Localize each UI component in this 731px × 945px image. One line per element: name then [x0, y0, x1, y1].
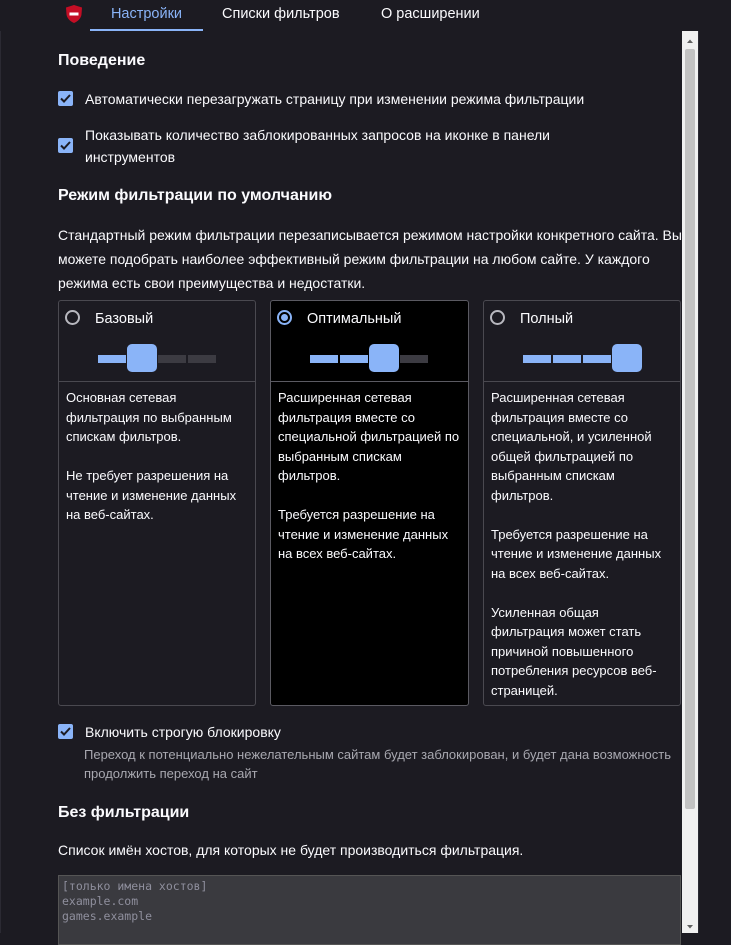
no-filtering-description: Список имён хостов, для которых не будет производиться фильтрация. [58, 842, 524, 858]
slider-knob[interactable] [127, 344, 157, 372]
mode-description-paragraph: Усиленная общая фильтрация может стать причиной повышенного потребления ресурсов веб-страницей. [491, 604, 657, 698]
checkmark-icon [59, 139, 72, 152]
show-count-label-line2: инструментов [85, 149, 176, 165]
slider-segment [553, 355, 581, 363]
scrollbar-thumb[interactable] [685, 49, 695, 809]
strict-blocking-label: Включить строгую блокировку [85, 724, 281, 740]
mode-description-paragraph: Расширенная сетевая фильтрация вместе со специальной фильтрацией по выбранным спискам фильтров. [278, 390, 460, 483]
mode-description-paragraph: Требуется разрешение на чтение и изменение данных на всех веб-сайтах. [491, 526, 662, 581]
slider-segment [523, 355, 551, 363]
mode-radio-basic[interactable] [65, 310, 80, 325]
mode-description-paragraph: Требуется разрешение на чтение и изменение данных на всех веб-сайтах. [278, 507, 449, 561]
strict-blocking-description: Переход к потенциально нежелательным сайтам будет заблокирован, и будет дана возможность продолжить переход на сайт [84, 747, 672, 781]
slider-segment [310, 355, 338, 363]
mode-title: Оптимальный [307, 311, 402, 327]
frame-border-left [0, 31, 1, 933]
tab-filter-lists[interactable]: Списки фильтров [222, 6, 340, 22]
arrow-down-icon[interactable] [682, 921, 698, 933]
checkmark-icon [59, 92, 72, 105]
ublock-shield-icon [66, 5, 82, 23]
mode-level-slider[interactable] [96, 343, 218, 373]
default-mode-description: Стандартный режим фильтрации перезаписывается режимом настройки конкретного сайта. Вы можете подобрать наиболее эффективный режим фильтрации на любом сайте. У каждого режима есть свои преимущества и недостатки. [58, 227, 682, 291]
slider-segment [188, 355, 216, 363]
section-title-no-filtering: Без фильтрации [58, 804, 190, 821]
slider-segment [583, 355, 611, 363]
tab-about[interactable]: О расширении [381, 6, 480, 22]
show-count-label-line1: Показывать количество заблокированных запросов на иконке в панели [85, 127, 551, 143]
slider-segment [400, 355, 428, 363]
frame-border-right [698, 31, 699, 933]
auto-reload-label: Автоматически перезагружать страницу при изменении режима фильтрации [85, 91, 585, 107]
mode-description-paragraph: Расширенная сетевая фильтрация вместе со специальной, и усиленной общей фильтрацией по выбранным спискам фильтров. [491, 390, 652, 503]
mode-card-header [59, 301, 255, 382]
mode-card-header [484, 301, 680, 382]
checkmark-icon [59, 725, 72, 738]
mode-level-slider[interactable] [521, 343, 643, 373]
auto-reload-checkbox[interactable] [58, 91, 73, 106]
mode-title: Базовый [95, 311, 154, 327]
mode-card-basic[interactable] [58, 300, 256, 706]
mode-level-slider[interactable] [308, 343, 430, 373]
page-scrollbar[interactable] [682, 31, 698, 933]
tab-settings[interactable]: Настройки [90, 0, 203, 31]
mode-description [66, 388, 250, 544]
tab-bar [0, 0, 731, 31]
trusted-sites-textarea[interactable] [58, 875, 681, 945]
mode-card-optimal[interactable] [270, 300, 469, 706]
show-count-checkbox[interactable] [58, 138, 73, 153]
mode-radio-optimal[interactable] [277, 310, 292, 325]
mode-title: Полный [520, 311, 574, 327]
slider-knob[interactable] [612, 344, 642, 372]
mode-card-complete[interactable] [483, 300, 681, 706]
slider-segment [340, 355, 368, 363]
arrow-up-icon[interactable] [682, 35, 698, 47]
section-title-behavior: Поведение [58, 52, 146, 69]
mode-card-header [271, 301, 468, 382]
mode-description-paragraph: Не требует разрешения на чтение и изменение данных на веб-сайтах. [66, 468, 237, 522]
mode-description-paragraph: Основная сетевая фильтрация по выбранным спискам фильтров. [66, 390, 232, 444]
slider-knob[interactable] [369, 344, 399, 372]
section-title-default-mode: Режим фильтрации по умолчанию [58, 187, 332, 204]
mode-radio-complete[interactable] [490, 310, 505, 325]
slider-segment [98, 355, 126, 363]
slider-segment [158, 355, 186, 363]
strict-blocking-checkbox[interactable] [58, 724, 73, 739]
mode-description [278, 388, 462, 583]
mode-description [491, 388, 675, 720]
